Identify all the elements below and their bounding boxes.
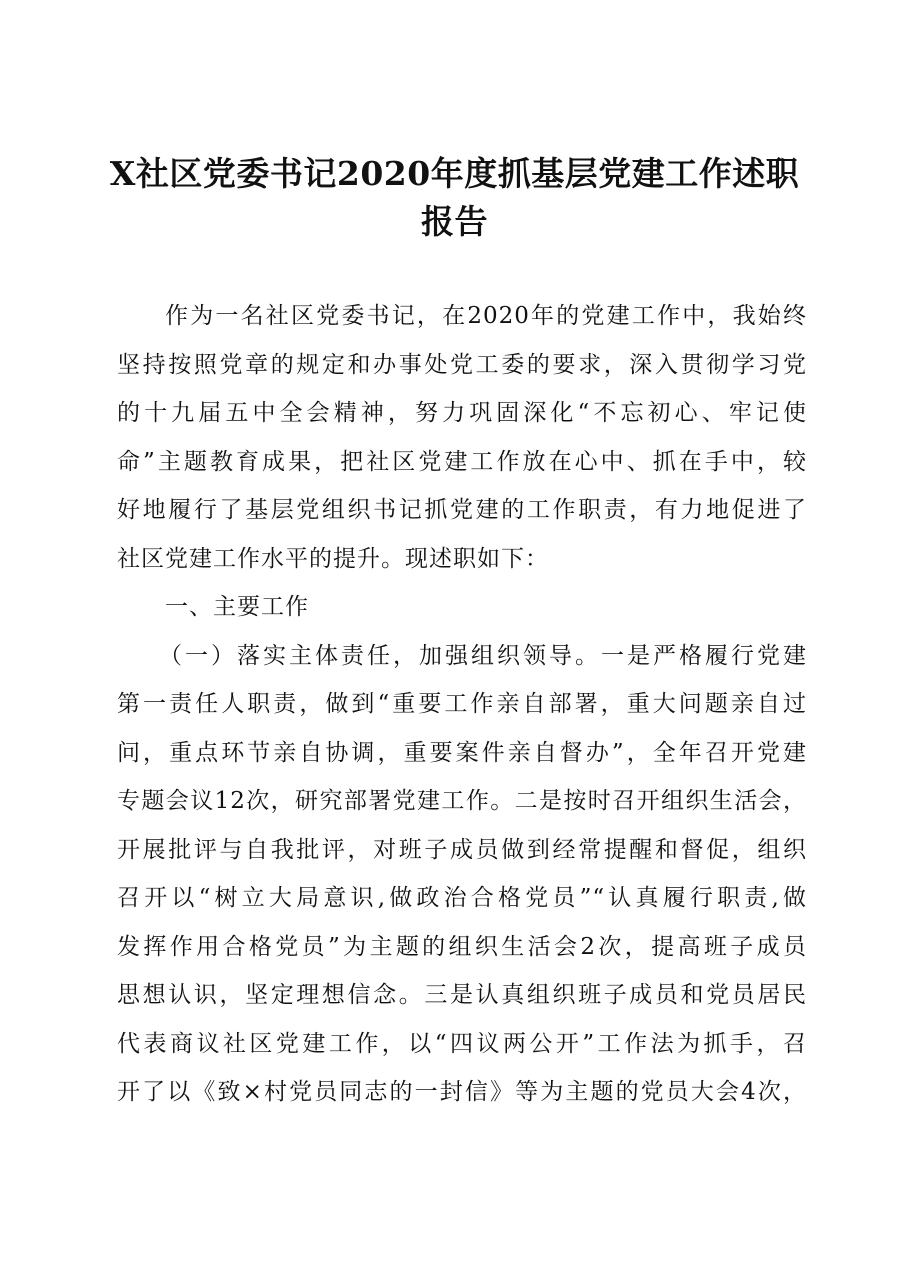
text-line: 第一责任人职责，做到“重要工作亲自部署，重大问题亲自过 <box>117 691 807 717</box>
text-line: 专题会议12次，研究部署党建工作。二是按时召开组织生活会， <box>117 788 807 814</box>
section-heading-text: 一、主要工作 <box>165 594 309 620</box>
text-line: 的十九届五中全会精神，努力巩固深化“不忘初心、牢记使 <box>117 400 807 426</box>
text-line: 好地履行了基层党组织书记抓党建的工作职责，有力地促进了 <box>117 497 807 523</box>
text-line: 命”主题教育成果，把社区党建工作放在心中、抓在手中，较 <box>117 448 807 475</box>
text-line: 问，重点环节亲自协调，重要案件亲自督办”，全年召开党建 <box>117 739 807 766</box>
document-title <box>90 150 819 246</box>
text-line: 代表商议社区党建工作，以“四议两公开”工作法为抓手，召 <box>117 1030 807 1057</box>
text-line: 开展批评与自我批评，对班子成员做到经常提醒和督促，组织 <box>117 836 807 863</box>
paragraph-main-work <box>117 632 807 1117</box>
section-heading <box>117 583 807 632</box>
text-line: 开了以《致×村党员同志的一封信》等为主题的党员大会4次， <box>117 1079 807 1105</box>
text-line: 社区党建工作水平的提升。现述职如下： <box>117 545 549 572</box>
text-line: （一）落实主体责任，加强组织领导。一是严格履行党建 <box>159 642 807 669</box>
paragraph-intro <box>117 292 807 583</box>
title-line: X社区党委书记2020年度抓基层党建工作述职 <box>109 154 800 193</box>
document-body <box>117 292 807 1117</box>
text-line: 发挥作用合格党员”为主题的组织生活会2次，提高班子成员 <box>117 933 807 960</box>
text-line: 思想认识，坚定理想信念。三是认真组织班子成员和党员居民 <box>117 982 807 1008</box>
text-line: 作为一名社区党委书记，在2020年的党建工作中，我始终 <box>165 303 807 329</box>
text-line: 召开以“树立大局意识,做政治合格党员”“认真履行职责,做 <box>117 885 807 911</box>
text-line: 坚持按照党章的规定和办事处党工委的要求，深入贯彻学习党 <box>117 351 807 378</box>
title-line: 报告 <box>421 202 488 241</box>
